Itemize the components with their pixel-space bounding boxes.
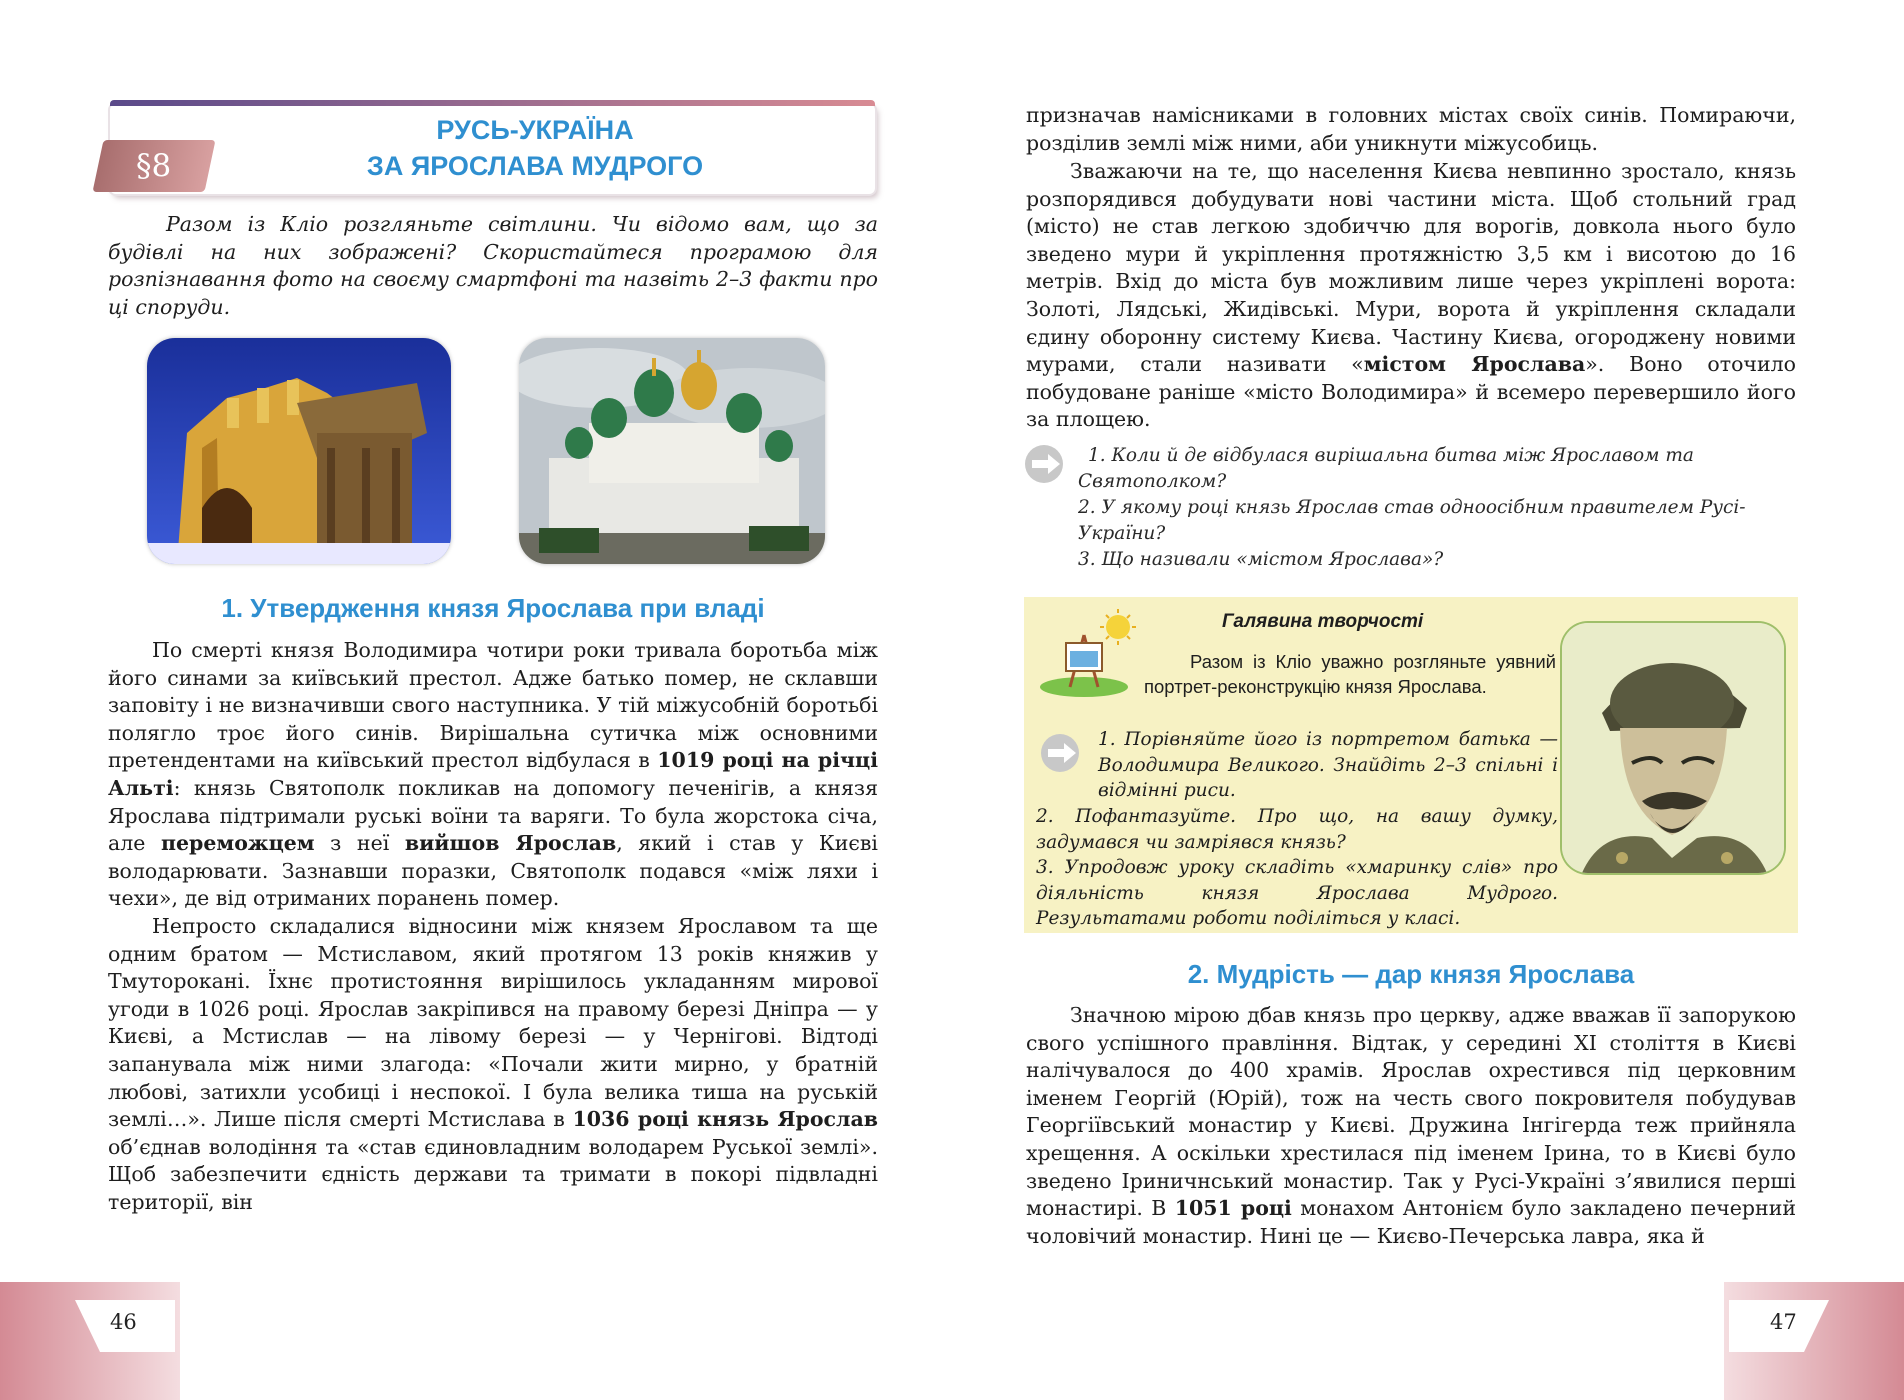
paragraph-1 bbox=[108, 637, 878, 913]
paragraph-sons: призначав намісниками в головних містах своїх синів. Помираючи, розділив землі між ними, аби уникнути міжусобиць. bbox=[1026, 103, 1796, 155]
creative-task-box bbox=[1024, 597, 1798, 933]
p1-text-c: з неї bbox=[314, 831, 405, 856]
yaroslav-portrait bbox=[1562, 623, 1784, 873]
p1-bold-battle: 1019 році на річці Альті bbox=[108, 748, 878, 800]
intro-task: Разом із Кліо розгляньте світлини. Чи відомо вам, що за будівлі на них зображені? Скористайтеся програмою для розпізнавання фото на своєму смартфоні та назвіть 2–3 факти про ці споруди. bbox=[108, 212, 878, 319]
question-arrow-icon bbox=[1024, 444, 1068, 484]
section-2-title: 2. Мудрість — дар князя Ярослава bbox=[1187, 959, 1635, 989]
chapter-number-badge bbox=[92, 140, 215, 192]
creative-task-3: 3. Упродовж уроку складіть «хмаринку слів» про діяльність князя Ярослава Мудрого. Результатами роботи поділіться у класі. bbox=[1036, 857, 1558, 930]
page-number-left: 46 bbox=[110, 1310, 137, 1334]
wisdom-text-a: Значною мірою дбав князь про церкву, адже вважав її запорукою свого успішного правління. Відтак, у середині ХІ століття в Києві налічувалося до 400 храмів. Ярослав охрестився під церковним іменем Георгій (Юрій), тож на честь свого покровителя побудував Георгіївський монастир у Києві. Дружина Інгігерда теж прийняла хрещення. А оскільки хрестилася під іменем Ірина, то в Києві було зведено Іриничнський монастир. Так у Русі-Україні з’явилися перші монастирі. В bbox=[1026, 1003, 1796, 1221]
chapter-number: §8 bbox=[136, 148, 172, 184]
paragraph-2 bbox=[108, 913, 878, 1217]
p1-text-d: , який і став у Києві володарювати. Зазнавши поразки, Святополк подався «між ляхи і чехи», де від отриманих поранень помер. bbox=[108, 831, 878, 911]
golden-gate-photo bbox=[147, 338, 451, 564]
question-1: 1. Коли й де відбулася вирішальна битва між Ярославом та Святополком? bbox=[1078, 445, 1694, 492]
p1-text-b: : князь Святополк покликав на допомогу печенігів, а князя Ярослава підтримали руські воїни та варяги. То була жорстока січа, але bbox=[108, 775, 878, 856]
p1-text-a: По смерті князя Володимира чотири роки тривала боротьба між його синами за київський престол. Адже батько помер, не склавши заповіту і не визначивши свого наступника. У тій міжусобній боротьбі полягло троє його синів. Вирішальна сутичка між основними претендентами на київський престол відбулася в bbox=[108, 638, 878, 773]
chapter-title-line-2: ЗА ЯРОСЛАВА МУДРОГО bbox=[366, 151, 704, 181]
question-3: 3. Що називали «містом Ярослава»? bbox=[1078, 549, 1444, 570]
creative-task-1: 1. Порівняйте його із портретом батька — Володимира Великого. Знайдіть 2–3 спільні і відмінні риси. bbox=[1098, 729, 1558, 802]
task-arrow-icon bbox=[1040, 733, 1084, 773]
p1-bold-winner: переможцем bbox=[160, 831, 315, 856]
paragraph-kyiv bbox=[1026, 158, 1796, 434]
kyiv-text-b: ». Воно оточило побудоване раніше «місто Володимира» й всемеро перевершило його за площею. bbox=[1026, 352, 1796, 432]
paragraph-wisdom bbox=[1026, 1002, 1796, 1250]
question-2: 2. У якому році князь Ярослав став одноосібним правителем Русі-України? bbox=[1078, 497, 1746, 544]
st-sophia-cathedral-photo bbox=[519, 338, 825, 564]
creative-title: Галявина творчості bbox=[1222, 611, 1424, 632]
chapter-title bbox=[260, 112, 810, 184]
wisdom-bold-1051: 1051 році bbox=[1174, 1196, 1292, 1221]
questions-block bbox=[1078, 443, 1798, 573]
kyiv-text-a: Зважаючи на те, що населення Києва невпинно зростало, князь розпорядився добудувати нові частини міста. Щоб стольний град (місто) не став легкою здобиччю для ворогів, довкола нього було зведено мури й укріплення протяжністю 3,5 км і висотою до 16 метрів. Вхід до міста був можливим лише через укріплені ворота: Золоті, Лядські, Жидівські. Мури, ворота й укріплення складали єдину оборонну систему Києва. Частину Києва, огороджену новими мурами, стали називати « bbox=[1026, 159, 1796, 377]
chapter-title-line-1: РУСЬ-УКРАЇНА bbox=[436, 115, 634, 145]
p2-text-b: об’єднав володіння та «став єдиновладним володарем Руської землі». Щоб забезпечити єдність держави та тримати в покорі підвладні території, він bbox=[108, 1134, 878, 1214]
kyiv-bold-city: містом Ярослава bbox=[1363, 352, 1586, 377]
easel-icon bbox=[1040, 607, 1150, 699]
page-corner-decoration-right bbox=[1724, 1282, 1904, 1400]
page-number-right: 47 bbox=[1770, 1310, 1797, 1334]
p2-bold-1036: 1036 році князь Ярослав bbox=[572, 1107, 879, 1132]
section-1-title: 1. Утвердження князя Ярослава при владі bbox=[221, 593, 765, 623]
page-corner-decoration bbox=[0, 1282, 180, 1400]
creative-task-2: 2. Пофантазуйте. Про що, на вашу думку, задумався чи замріявся князь? bbox=[1036, 806, 1558, 853]
creative-intro: Разом із Кліо уважно розгляньте уявний портрет-реконструкцію князя Ярослава. bbox=[1144, 651, 1556, 697]
p1-bold-yaroslav: вийшов Ярослав bbox=[404, 831, 617, 856]
wisdom-text-b: монахом Антонієм було закладено печерний чоловічий монастир. Нині це — Києво-Печерська лавра, яка й bbox=[1026, 1196, 1797, 1248]
p2-text-a: Непросто складалися відносини між князем Ярославом та ще одним братом — Мстиславом, який протягом 13 років княжив у Тмуторокані. Їхнє протистояння вирішилось укладанням мирової угоди в 1026 році. Ярослав закріпився на правому березі Дніпра — у Києві, а Мстислав — на лівому березі — у Чернігові. Відтоді запанувала між ними злагода: «Почали жити мирно, у братній любові, затихли усобиці і неспокої. І була велика тиша на руській землі…». Лише після смерті Мстислава в bbox=[108, 914, 878, 1132]
